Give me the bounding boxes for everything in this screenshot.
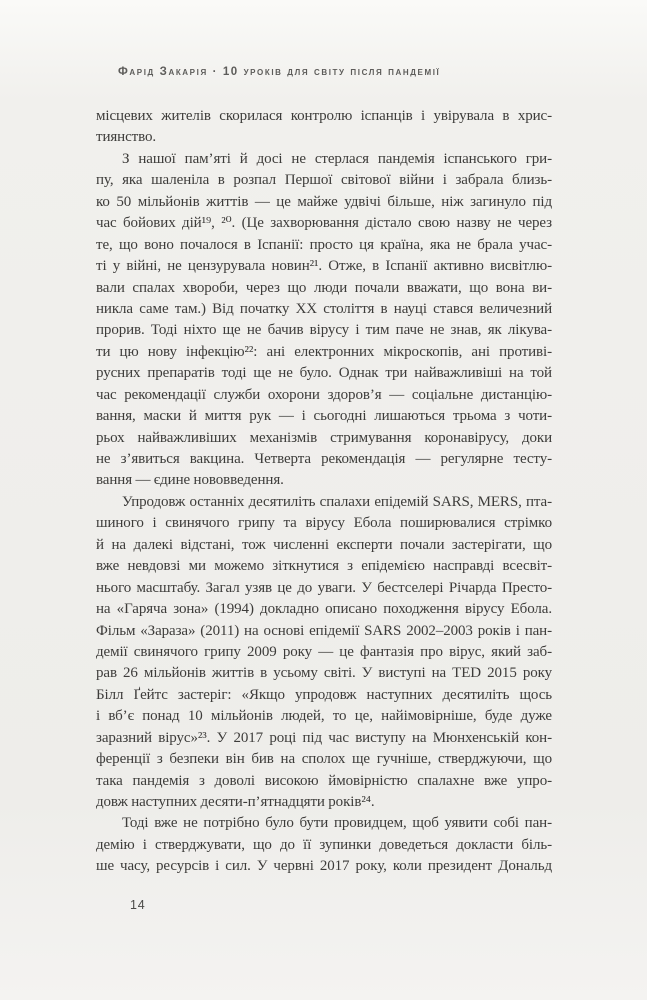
text-line: довж наступних десяти-п’ятнадцяти років²⁴. bbox=[96, 794, 375, 810]
text-block bbox=[96, 106, 552, 878]
paragraph bbox=[96, 106, 552, 149]
text-line: така пандемія з доволі високою ймовірністю спалахне вже упро- bbox=[96, 772, 552, 789]
text-line: заразний вірус»²³. У 2017 році під час виступу на Мюнхенській кон- bbox=[96, 729, 552, 746]
text-line: шиного і свинячого грипу та вірусу Ебола поширювалися стрімко bbox=[96, 515, 552, 532]
text-line: й на далекі відстані, тож численні експерти почали застерігати, що bbox=[96, 536, 552, 553]
text-line: місцевих жителів скорилася контролю іспанців і увірувала в хрис- bbox=[96, 108, 552, 124]
text-line: ти цю нову інфекцію²²: ані електронних мікроскопів, ані противі- bbox=[96, 343, 552, 360]
text-line: прорив. Тоді ніхто ще не бачив вірусу і тим паче не знав, як лікува- bbox=[96, 322, 552, 339]
text-line: демію і стверджувати, що до її зупинки доведеться докласти біль- bbox=[96, 836, 552, 853]
text-line: ко 50 мільйонів життів — це майже удвічі більше, ніж загинуло під bbox=[96, 193, 552, 210]
running-header: Фарід Закарія · 10 уроків для світу після пандемії bbox=[118, 66, 441, 78]
text-line: те, що воно почалося в Іспанії: просто ця країна, яка не брала учас- bbox=[96, 236, 552, 253]
text-line: З нашої пам’яті й досі не стерлася пандемія іспанського гри- bbox=[122, 150, 552, 167]
page-number: 14 bbox=[130, 898, 146, 912]
text-line: Тоді вже не потрібно було бути провидцем, щоб уявити собі пан- bbox=[122, 815, 552, 832]
text-line: Упродовж останніх десятиліть спалахи епідемій SARS, MERS, пта- bbox=[122, 493, 552, 510]
paragraph bbox=[96, 492, 552, 814]
text-line: на «Гаряча зона» (1994) докладно описано походження вірусу Ебола. bbox=[96, 601, 552, 618]
text-line: вання — єдине нововведення. bbox=[96, 472, 284, 489]
text-line: час бойових дій¹⁹, ²⁰. (Це захворювання дістало свою назву не через bbox=[96, 215, 552, 232]
paragraph bbox=[96, 813, 552, 877]
text-line: русних препаратів тоді ще не було. Однак три найважливіші на той bbox=[96, 365, 552, 382]
paragraph bbox=[96, 149, 552, 492]
text-line: вже невдовзі ми можемо зіткнутися з епідемією насправді всесвіт- bbox=[96, 558, 552, 575]
text-line: нього масштабу. Загал узяв це до уваги. У бестселері Річарда Престо- bbox=[96, 579, 552, 596]
text-line: ференції з безпеки він бив на сполох ще гучніше, стверджуючи, що bbox=[96, 751, 552, 768]
text-line: ше часу, ресурсів і сил. У червні 2017 року, коли президент Дональд bbox=[96, 858, 552, 875]
text-line: Фільм «Зараза» (2011) на основі епідемії SARS 2002–2003 років і пан- bbox=[96, 622, 552, 639]
text-line: вання, маски й миття рук — і сьогодні лишаються трьома з чоти- bbox=[96, 408, 552, 425]
text-line: рав 26 мільйонів життів в усьому світі. У виступі на TED 2015 року bbox=[96, 665, 552, 682]
text-line: тиянство. bbox=[96, 129, 157, 146]
text-line: ті у війні, не цензурувала новин²¹. Отже, в Іспанії активно висвітлю- bbox=[96, 258, 552, 275]
text-line: рьох найважливіших механізмів стримування коронавірусу, доки bbox=[96, 429, 552, 446]
text-line: демії свинячого грипу 2009 року — це фантазія про вірус, який заб- bbox=[96, 643, 552, 660]
text-line: час рекомендації служби охорони здоров’я — соціальне дистанцію- bbox=[96, 386, 552, 403]
text-line: Білл Ґейтс застеріг: «Якщо упродовж наступних десятиліть щось bbox=[96, 686, 552, 703]
text-line: никла саме там.) Від початку XX століття в науці стався величезний bbox=[96, 300, 552, 317]
text-line: і вб’є понад 10 мільйонів людей, то це, найімовірніше, буде дуже bbox=[96, 708, 552, 725]
text-line: пу, яка шаленіла в розпал Першої світової війни і забрала близь- bbox=[96, 172, 552, 189]
text-line: не з’явиться вакцина. Четверта рекомендація — регулярне тесту- bbox=[96, 451, 552, 467]
text-line: вали спалах хвороби, через що люди почали вважати, що вона ви- bbox=[96, 279, 552, 296]
